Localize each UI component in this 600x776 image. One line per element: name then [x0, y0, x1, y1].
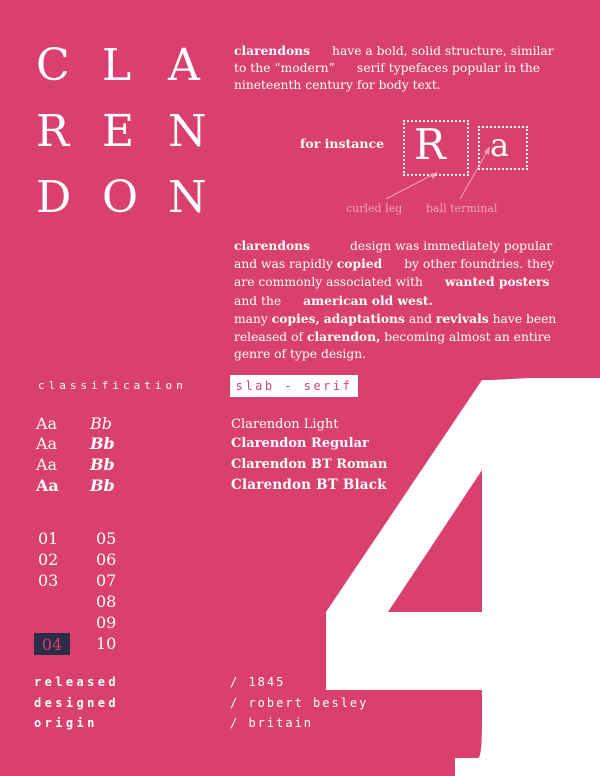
history-emphasis: wanted posters: [444, 274, 550, 290]
origin-label: origin: [34, 716, 98, 730]
history-text: released of: [234, 330, 304, 345]
history-text: have been: [492, 311, 557, 326]
history-emphasis: american old west.: [303, 292, 433, 308]
number-item[interactable]: 06: [96, 550, 117, 569]
title-letter: D: [36, 172, 72, 223]
title-letter: O: [102, 172, 139, 223]
history-text: by other foundries. they: [404, 257, 555, 272]
number-item[interactable]: 02: [38, 550, 59, 569]
title-letter: R: [36, 106, 70, 157]
history-text: and was rapidly: [234, 257, 333, 272]
history-text: and: [408, 311, 432, 326]
variant-light: Clarendon Light: [231, 417, 339, 432]
number-item[interactable]: 07: [96, 571, 117, 590]
glyph-r: R: [414, 120, 446, 169]
designed-value: / robert besley: [230, 696, 369, 710]
designed-label: designed: [34, 696, 119, 710]
sample-regular-italic: Bb: [90, 434, 115, 453]
variant-regular: Clarendon Regular: [231, 436, 369, 451]
released-label: released: [34, 675, 119, 689]
history-text: many: [234, 311, 268, 326]
variant-bt-roman: Clarendon BT Roman: [231, 457, 388, 472]
variant-bt-black: Clarendon BT Black: [231, 477, 387, 493]
title-letter: C: [36, 40, 70, 91]
intro-line3: nineteenth century for body text.: [234, 78, 441, 93]
classification-badge: slab - serif: [230, 375, 358, 397]
classification-label: classification: [38, 379, 187, 392]
history-emphasis: adaptations: [323, 310, 405, 326]
intro-line1: have a bold, solid structure, similar: [332, 44, 554, 58]
title-letter: L: [102, 40, 132, 91]
sample-light-roman: Aa: [36, 414, 58, 433]
title-letter: N: [168, 106, 207, 157]
number-item[interactable]: 08: [96, 592, 117, 611]
number-item[interactable]: 01: [38, 529, 59, 548]
diagram-lead: for instance: [300, 136, 385, 151]
history-text: and the: [234, 293, 282, 308]
number-item-active[interactable]: 04: [34, 633, 70, 655]
intro-line2b: serif typefaces popular in the: [356, 61, 541, 76]
title-letter: E: [102, 106, 135, 157]
intro-line2a: to the “modern”: [234, 61, 335, 76]
sample-bt-italic: Bb: [90, 455, 115, 474]
sample-bt-roman: Aa: [36, 455, 58, 474]
history-emphasis: copies,: [271, 310, 320, 326]
glyph-a: a: [490, 126, 510, 164]
sample-black-roman: Aa: [36, 476, 59, 495]
history-emphasis: copied: [336, 256, 383, 272]
sample-black-italic: Bb: [90, 476, 115, 495]
history-emphasis: clarendon,: [306, 329, 381, 345]
intro-subject: clarendons: [234, 43, 311, 58]
history-text: design was immediately popular: [350, 239, 553, 253]
history-text: are commonly associated with: [234, 275, 423, 290]
label-curled-leg: curled leg: [346, 202, 403, 215]
label-ball-terminal: ball terminal: [426, 202, 498, 215]
number-item[interactable]: 10: [96, 634, 117, 653]
origin-value: / britain: [230, 716, 314, 730]
history-subject: clarendons: [234, 238, 311, 253]
sample-light-italic: Bb: [90, 414, 112, 433]
history-paragraph: [234, 237, 579, 363]
number-item[interactable]: 09: [96, 613, 117, 632]
number-item[interactable]: 05: [96, 529, 117, 548]
released-value: / 1845: [230, 675, 286, 689]
title-letter: N: [168, 172, 207, 223]
sample-regular-roman: Aa: [36, 434, 58, 453]
history-text: genre of type design.: [234, 347, 367, 362]
history-emphasis: revivals: [435, 310, 489, 326]
history-text: becoming almost an entire: [384, 330, 551, 345]
title-letter: A: [168, 40, 200, 91]
number-item[interactable]: 03: [38, 571, 59, 590]
